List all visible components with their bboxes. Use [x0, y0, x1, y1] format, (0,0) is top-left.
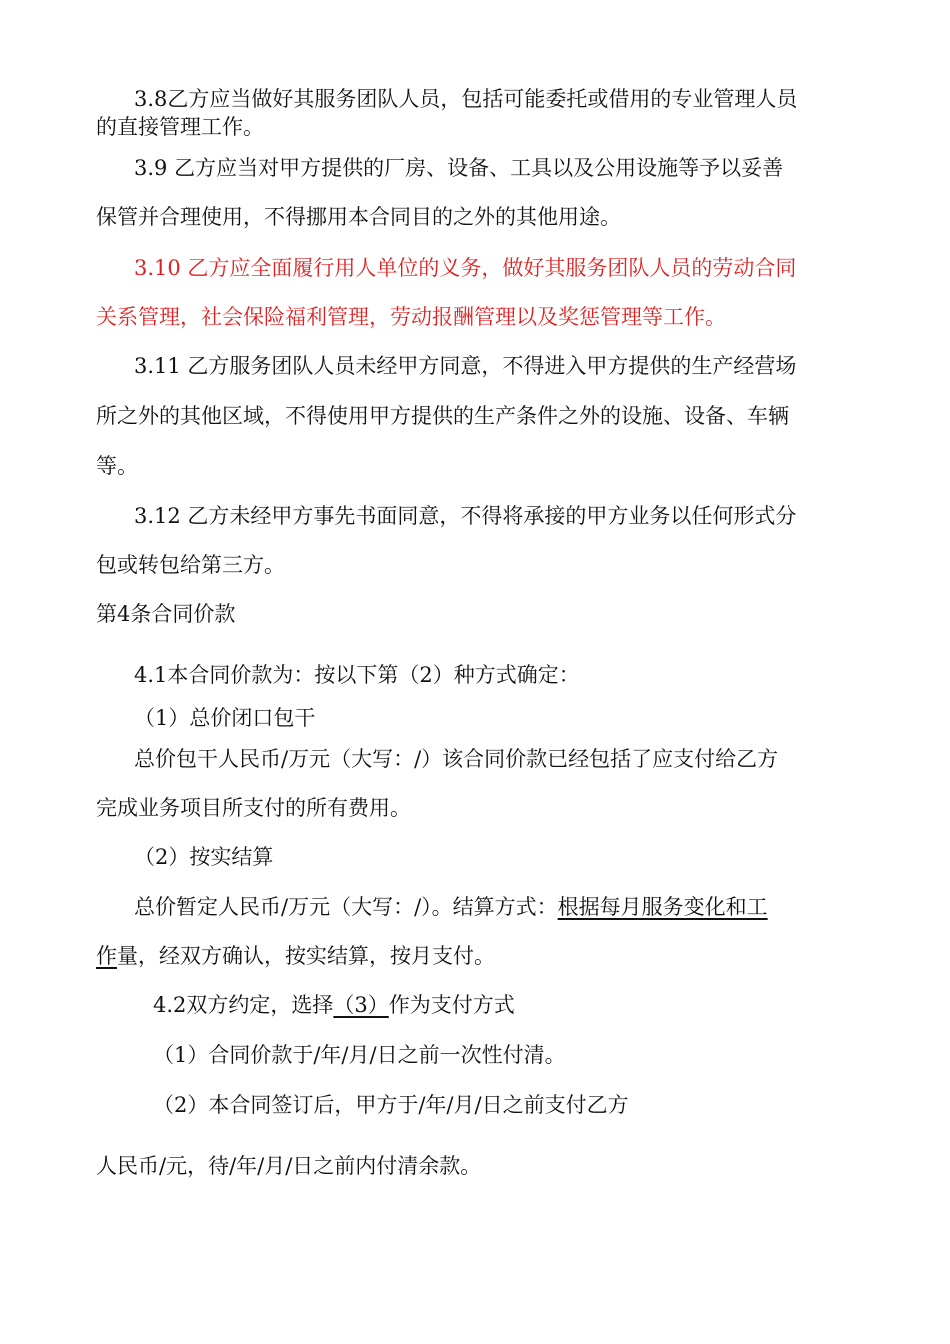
settlement-method-underlined-cont: 作 — [96, 944, 117, 968]
payment-option-2-line-2: 人民币/元，待/年/月/日之前内付清余款。 — [96, 1154, 482, 1178]
paragraph-3-8-line-2: 的直接管理工作。 — [96, 115, 264, 139]
paragraph-3-12-line-2: 包或转包给第三方。 — [96, 553, 285, 577]
option-1-line-1: 总价包干人民币/万元（大写：/）该合同价款已经包括了应支付给乙方 — [134, 747, 779, 771]
option-2-title: （2）按实结算 — [134, 845, 274, 869]
settlement-method-underlined: 根据每月服务变化和工 — [557, 895, 768, 919]
clause-4-2-text-a: 4.2双方约定，选择 — [153, 993, 334, 1017]
paragraph-3-8-line-1: 3.8乙方应当做好其服务团队人员，包括可能委托或借用的专业管理人员 — [134, 87, 798, 111]
clause-4-2-text-c: 作为支付方式 — [388, 993, 515, 1017]
option-1-title: （1）总价闭口包干 — [134, 706, 316, 730]
paragraph-3-10-line-1: 3.10 乙方应全面履行用人单位的义务，做好其服务团队人员的劳动合同 — [134, 256, 797, 280]
option-2-line-2 — [96, 943, 495, 969]
paragraph-3-9-line-1: 3.9 乙方应当对甲方提供的厂房、设备、工具以及公用设施等予以妥善 — [134, 156, 784, 180]
payment-option-1: （1）合同价款于/年/月/日之前一次性付清。 — [153, 1043, 566, 1067]
paragraph-3-11-line-1: 3.11 乙方服务团队人员未经甲方同意，不得进入甲方提供的生产经营场 — [134, 354, 797, 378]
paragraph-3-9-line-2: 保管并合理使用，不得挪用本合同目的之外的其他用途。 — [96, 205, 621, 229]
paragraph-3-11-line-2: 所之外的其他区域，不得使用甲方提供的生产条件之外的设施、设备、车辆 — [96, 404, 789, 428]
option-2-line-1-text: 总价暂定人民币/万元（大写：/）。结算方式： — [134, 895, 558, 919]
paragraph-3-10-line-2: 关系管理，社会保险福利管理，劳动报酬管理以及奖惩管理等工作。 — [96, 305, 726, 329]
clause-4-2-choice: （3） — [333, 993, 389, 1017]
option-2-line-1 — [134, 894, 768, 920]
article-4-heading: 第4条合同价款 — [96, 602, 236, 626]
payment-option-2-line-1: （2）本合同签订后，甲方于/年/月/日之前支付乙方 — [153, 1093, 629, 1117]
clause-4-1: 4.1本合同价款为：按以下第（2）种方式确定： — [134, 663, 580, 687]
clause-4-2 — [153, 992, 515, 1018]
paragraph-3-12-line-1: 3.12 乙方未经甲方事先书面同意，不得将承接的甲方业务以任何形式分 — [134, 504, 797, 528]
paragraph-3-11-line-3: 等。 — [96, 454, 138, 478]
option-1-line-2: 完成业务项目所支付的所有费用。 — [96, 796, 411, 820]
option-2-line-2-text: 量，经双方确认，按实结算，按月支付。 — [117, 944, 495, 968]
